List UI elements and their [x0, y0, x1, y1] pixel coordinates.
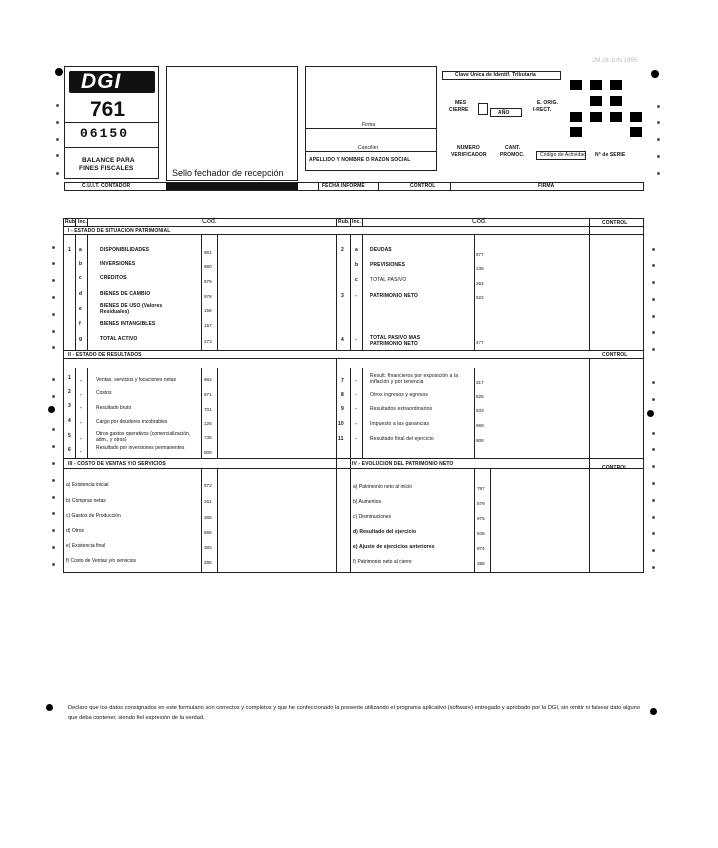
col-rub-left: Rub.	[65, 219, 77, 225]
form-number: 761	[90, 98, 126, 121]
bullet-right	[650, 708, 657, 715]
cant-label-1: CANT.	[505, 145, 521, 151]
mes-field[interactable]	[478, 103, 488, 115]
col-cod-left: Cod.	[202, 218, 217, 225]
clave-unica-label: Clave Única de Identif. Tributaria	[455, 72, 536, 78]
cuit-contador-label: C.U.I.T. CONTADOR	[82, 183, 131, 189]
col-cod-right: Cod.	[472, 218, 487, 225]
form-title-line2: FINES FISCALES	[79, 165, 134, 172]
signature-box	[305, 66, 437, 171]
punch-hole-top-left	[55, 68, 63, 76]
mes-label-2: CIERRE	[449, 107, 469, 113]
form-title-line1: BALANCE PARA	[82, 157, 135, 164]
col-rub-right: Rub.	[338, 219, 350, 225]
e-orig-label-2: I-RECT.	[533, 107, 552, 113]
section4-title: IV - EVOLUCION DEL PATRIMONIO NETO	[352, 461, 454, 467]
punch-hole-top-right	[651, 70, 659, 78]
numero-label-2: VERIFICADOR	[451, 152, 487, 158]
section4-control: CONTROL	[602, 465, 628, 471]
logo-text: DGI	[81, 70, 122, 93]
firma-label: Firma	[362, 122, 376, 128]
col-control: CONTROL	[602, 220, 628, 226]
canciller-label: Canciller	[358, 145, 379, 151]
mes-label-1: MES	[455, 100, 467, 106]
nro-serie-label: N° de SERIE	[595, 152, 626, 158]
numero-label-1: NUMERO	[457, 145, 480, 151]
section1-title: I - ESTADO DE SITUACION PATRIMONIAL	[68, 228, 171, 234]
codigo-actividad-label: Código de Actividad	[540, 152, 587, 158]
section2-title: II - ESTADO DE RESULTADOS	[68, 352, 142, 358]
dgi-logo	[69, 71, 155, 93]
section3-title: III - COSTO DE VENTAS Y/O SERVICIOS	[68, 461, 166, 467]
apellido-label: APELLIDO Y NOMBRE O RAZON SOCIAL	[309, 157, 411, 163]
declaration-text: Declaro que los datos consignados en este formulario son correctos y completos y que he confeccionado la presente utilizando el programa aplicativo (software) entregado y aprobado por la DGI, sin omitir ni falsear dato alguno que deba contener, siendo fiel expresión de la verdad.	[68, 705, 640, 721]
black-strip	[166, 183, 298, 190]
bullet-left	[46, 704, 53, 711]
col-inc-right: Inc.	[352, 219, 362, 225]
anio-label: AÑO	[498, 110, 510, 116]
fecha-informe-label: FECHA INFORME	[322, 183, 365, 189]
corner-handwriting: 2M 28 JUN 1995	[592, 58, 638, 64]
stamp-label: Sello fechador de recepción	[172, 168, 284, 178]
control-header-label: CONTROL	[410, 183, 436, 189]
stamp-box	[166, 66, 298, 181]
e-orig-label-1: E. ORIG.	[537, 100, 559, 106]
section2-control: CONTROL	[602, 352, 628, 358]
form-code: 06150	[80, 126, 130, 141]
col-inc-left: Inc.	[78, 219, 88, 225]
cant-label-2: PROMOC.	[500, 152, 525, 158]
firma-footer-label: FIRMA	[538, 183, 555, 189]
